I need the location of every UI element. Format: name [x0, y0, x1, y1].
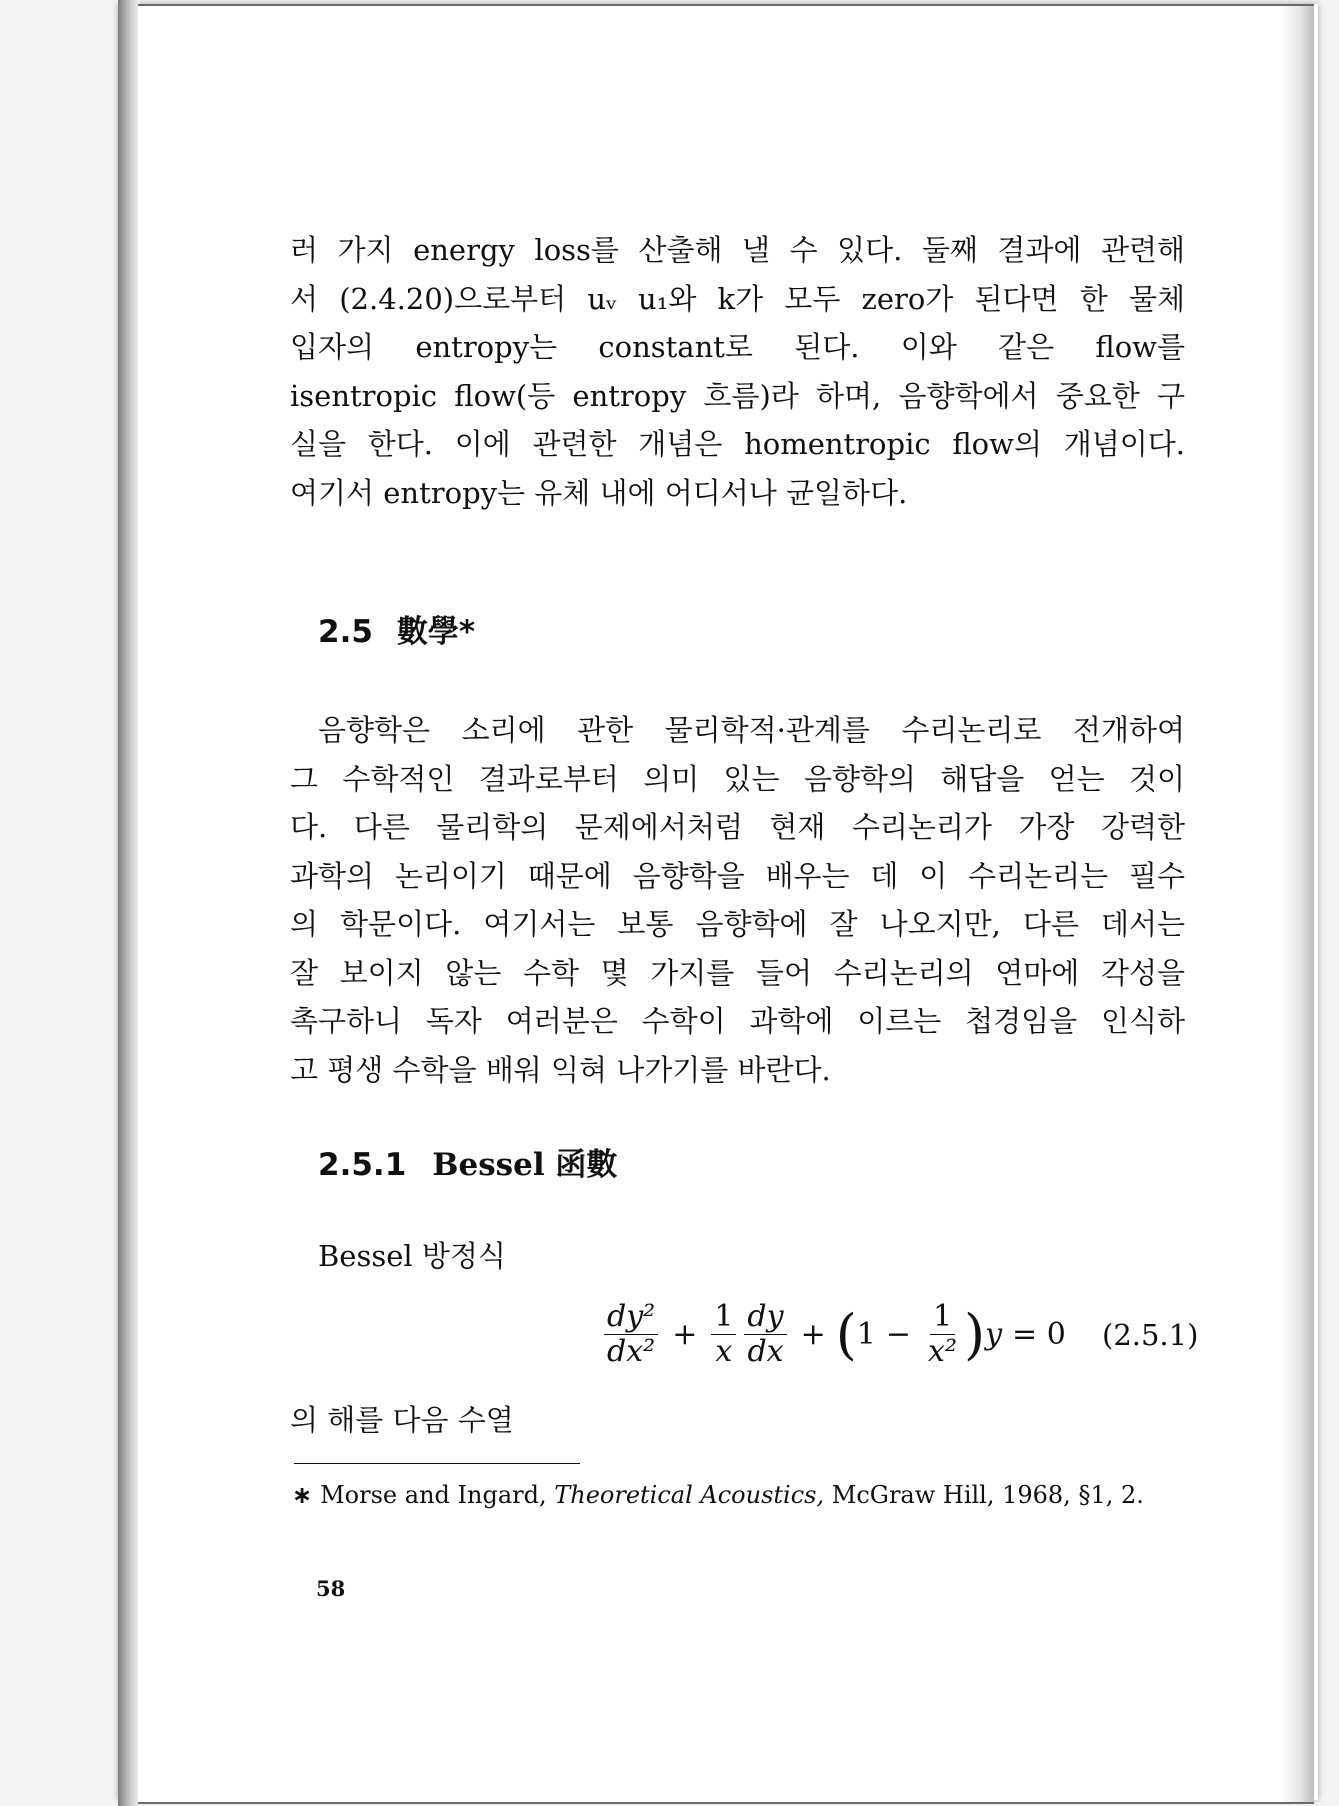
footnote-marker: ∗ [292, 1481, 313, 1509]
section-number: 2.5 [318, 614, 373, 650]
book-spine-edge [118, 0, 140, 1806]
operator: + [800, 1317, 826, 1352]
after-equation-text: 의 해를 다음 수열 [290, 1403, 514, 1437]
numerator: 1 [711, 1300, 736, 1335]
text-line: 고 평생 수학을 배워 익혀 나가기를 바란다. [290, 1052, 831, 1087]
text-line: 그 수학적인 결과로부터 의미 있는 음향학의 해답을 얻는 것이 [290, 761, 1185, 796]
subsection-title: Bessel 函數 [432, 1147, 618, 1183]
denominator: x [715, 1334, 733, 1369]
page-edge-shadow [1280, 6, 1314, 1802]
fraction [925, 1300, 960, 1369]
footnote-divider [294, 1463, 580, 1464]
text-line: 입자의 entropy는 constant로 된다. 이와 같은 flow를 [290, 330, 1185, 364]
text-line: 서 (2.4.20)으로부터 uᵥ u₁와 k가 모두 zero가 된다면 한 물체 [290, 281, 1185, 316]
equation-intro: Bessel 방정식 [318, 1239, 506, 1273]
operator: + [672, 1317, 698, 1352]
numerator: dy [744, 1300, 786, 1335]
text-line: 여기서 entropy는 유체 내에 어디서나 균일하다. [290, 475, 908, 510]
subsection-heading [318, 1139, 617, 1184]
denominator: dx [747, 1334, 784, 1369]
paragraph-mathematics [290, 706, 1185, 1094]
text-line: 의 학문이다. 여기서는 보통 음향학에 잘 나오지만, 다른 데서는 [290, 907, 1185, 941]
footnote-publisher: McGraw Hill, 1968, §1, 2. [831, 1481, 1144, 1509]
denominator: x² [928, 1334, 957, 1369]
book-page [138, 4, 1314, 1804]
text-line: 다. 다른 물리학의 문제에서처럼 현재 수리논리가 가장 강력한 [290, 810, 1185, 844]
text-line: 러 가지 energy loss를 산출해 낼 수 있다. 둘째 결과에 관련해 [290, 233, 1185, 267]
constant-one: 1 [856, 1317, 876, 1352]
text-line: 촉구하니 독자 여러분은 수학이 과학에 이르는 첩경임을 인식하 [290, 1004, 1185, 1038]
fraction [744, 1300, 786, 1369]
footnote-authors: Morse and Ingard, [320, 1481, 547, 1509]
footnote-book-title: Theoretical Acoustics, [554, 1481, 825, 1509]
bessel-equation [600, 1300, 1066, 1369]
section-title: 數學* [396, 614, 476, 650]
text-line: 과학의 논리이기 때문에 음향학을 배우는 데 이 수리논리는 필수 [290, 858, 1185, 893]
paragraph-energy-entropy [290, 226, 1185, 517]
numerator: 1 [930, 1300, 955, 1335]
operator: − [885, 1317, 912, 1352]
text-line: 실을 한다. 이에 관련한 개념은 homentropic flow의 개념이다. [290, 427, 1185, 461]
fraction [711, 1300, 736, 1369]
right-paren: ) [963, 1302, 986, 1366]
fraction [604, 1300, 658, 1369]
text-line: isentropic flow(등 entropy 흐름)라 하며, 음향학에서 중요한 구 [290, 378, 1185, 413]
subsection-number: 2.5.1 [318, 1147, 407, 1183]
denominator: dx² [607, 1334, 656, 1369]
text-line: 잘 보이지 않는 수학 몇 가지를 들어 수리논리의 연마에 각성을 [290, 955, 1185, 990]
page-number: 58 [316, 1576, 346, 1601]
variable-y: y [985, 1317, 1003, 1352]
section-heading [318, 606, 475, 651]
footnote [292, 1481, 1144, 1509]
equals-zero: = 0 [1012, 1317, 1066, 1352]
left-paren: ( [835, 1302, 857, 1366]
equation-number: (2.5.1) [1102, 1318, 1199, 1352]
text-line: 음향학은 소리에 관한 물리학적·관계를 수리논리로 전개하여 [318, 713, 1185, 747]
numerator: dy² [604, 1300, 658, 1335]
